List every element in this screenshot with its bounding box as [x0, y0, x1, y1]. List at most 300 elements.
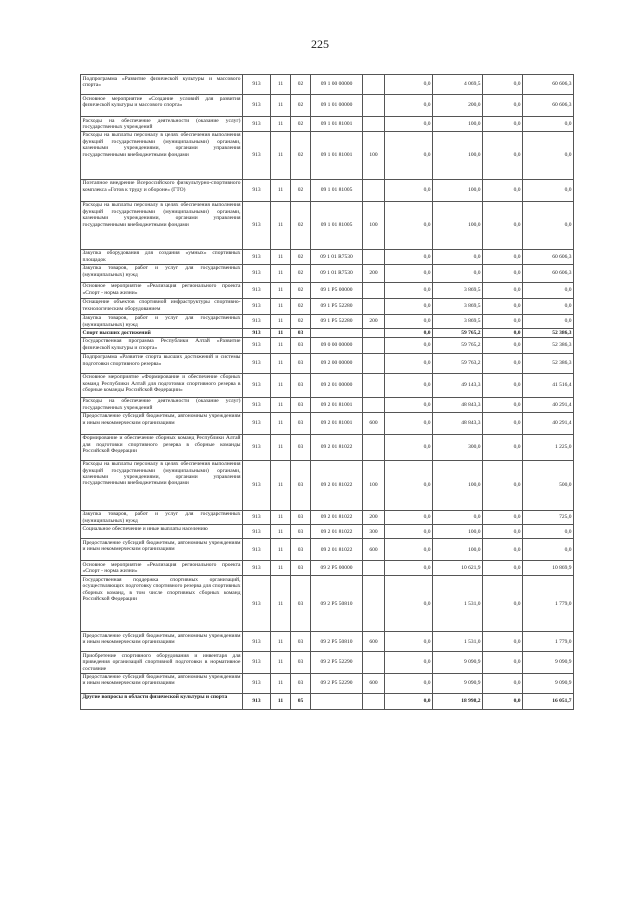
- expense-type: [363, 329, 385, 337]
- target-article: 09 1 01 81005: [311, 201, 363, 249]
- section-code: 11: [271, 264, 291, 282]
- value-col-4: 16 051,7: [523, 693, 574, 709]
- target-article: 09 1 P5 00000: [311, 282, 363, 298]
- value-col-1: 0,0: [385, 539, 433, 561]
- value-col-4: 0,0: [523, 179, 574, 201]
- expense-type: 300: [363, 525, 385, 539]
- value-col-4: 0,0: [523, 314, 574, 329]
- value-col-4: 40 291,4: [523, 412, 574, 434]
- expense-type: [363, 179, 385, 201]
- expense-type: [363, 693, 385, 709]
- subsection-code: 03: [291, 561, 311, 576]
- ministry-code: 913: [243, 337, 271, 353]
- value-col-4: 60 606,3: [523, 75, 574, 95]
- value-col-4: 0,0: [523, 525, 574, 539]
- value-col-4: 0,0: [523, 282, 574, 298]
- row-name: Предоставление субсидий бюджетным, автономным учреждениям и иным некоммерческим организациям: [81, 673, 243, 693]
- section-code: 11: [271, 314, 291, 329]
- row-name: Закупка товаров, работ и услуг для государственных (муниципальных) нужд: [82, 315, 241, 328]
- value-col-3: 0,0: [483, 264, 523, 282]
- value-col-1: 0,0: [385, 673, 433, 693]
- expense-type: 100: [363, 460, 385, 510]
- row-name: Расходы на обеспечение деятельности (оказание услуг) государственных учреждений: [82, 117, 241, 130]
- table-row: [81, 460, 574, 510]
- ministry-code: 913: [243, 329, 271, 337]
- value-col-3: 0,0: [483, 460, 523, 510]
- subsection-code: 03: [291, 337, 311, 353]
- expense-type: 600: [363, 632, 385, 652]
- table-row: [81, 412, 574, 434]
- section-code: 11: [271, 373, 291, 397]
- subsection-code: 03: [291, 329, 311, 337]
- target-article: 09 2 01 81022: [311, 434, 363, 460]
- value-col-1: 0,0: [385, 576, 433, 632]
- row-name: Предоставление субсидий бюджетным, автономным учреждениям и иным некоммерческим организациям: [81, 539, 243, 561]
- section-code: 11: [271, 282, 291, 298]
- value-col-1: 0,0: [385, 397, 433, 412]
- ministry-code: 913: [243, 652, 271, 673]
- table-row: [81, 693, 574, 709]
- subsection-code: 02: [291, 282, 311, 298]
- target-article: 09 2 01 81001: [311, 412, 363, 434]
- ministry-code: 913: [243, 298, 271, 314]
- expense-type: [363, 353, 385, 373]
- section-code: 11: [271, 179, 291, 201]
- value-col-4: 60 606,3: [523, 95, 574, 117]
- ministry-code: 913: [243, 95, 271, 117]
- row-name: Спорт высших достижений: [81, 329, 243, 337]
- value-col-3: 0,0: [483, 576, 523, 632]
- section-code: 11: [271, 693, 291, 709]
- value-col-4: 60 606,3: [523, 249, 574, 264]
- value-col-2: 3 869,5: [433, 298, 483, 314]
- value-col-3: 0,0: [483, 75, 523, 95]
- table-row: [81, 337, 574, 353]
- value-col-2: 300,0: [433, 434, 483, 460]
- value-col-1: 0,0: [385, 282, 433, 298]
- subsection-code: 02: [291, 131, 311, 179]
- section-code: 11: [271, 131, 291, 179]
- value-col-1: 0,0: [385, 201, 433, 249]
- value-col-3: 0,0: [483, 434, 523, 460]
- value-col-3: 0,0: [483, 337, 523, 353]
- value-col-3: 0,0: [483, 373, 523, 397]
- value-col-4: 40 291,4: [523, 397, 574, 412]
- table-row: [81, 539, 574, 561]
- row-name: Государственная поддержка спортивных организаций, осуществляющих подготовку спортивного резерва для спортивных сборных команд, в том числе спортивных сборных команд Российской Федерации: [81, 576, 243, 632]
- section-code: 11: [271, 397, 291, 412]
- value-col-1: 0,0: [385, 179, 433, 201]
- row-name: Основное мероприятие «Реализация регионального проекта «Спорт - норма жизни»: [82, 561, 241, 575]
- budget-table: [80, 74, 574, 710]
- subsection-code: 02: [291, 75, 311, 95]
- row-name: Расходы на выплаты персоналу в целях обеспечения выполнения функций государственными (муниципальными) органами, казенными учреждениями, органами управления государственными внебюджетными фондами: [81, 460, 243, 510]
- subsection-code: 02: [291, 95, 311, 117]
- table-row: [81, 397, 574, 412]
- value-col-3: 0,0: [483, 117, 523, 132]
- section-code: 11: [271, 201, 291, 249]
- ministry-code: 913: [243, 117, 271, 132]
- ministry-code: 913: [243, 693, 271, 709]
- value-col-3: 0,0: [483, 561, 523, 576]
- expense-type: [363, 652, 385, 673]
- expense-type: 200: [363, 314, 385, 329]
- table-row: [81, 282, 574, 298]
- row-name: Формирование и обеспечение сборных команд Республики Алтай для подготовки спортивного резерва в сборные команды Российской Федерации: [81, 434, 243, 460]
- target-article: 09 1 P5 52280: [311, 298, 363, 314]
- subsection-code: 02: [291, 201, 311, 249]
- ministry-code: 913: [243, 314, 271, 329]
- value-col-2: 9 090,9: [433, 652, 483, 673]
- value-col-1: 0,0: [385, 510, 433, 525]
- ministry-code: 913: [243, 373, 271, 397]
- row-name: Поэтапное внедрение Всероссийского физкультурно-спортивного комплекса «Готов к труду и обороне» (ГТО): [81, 179, 243, 201]
- row-name: Подпрограмма «Развитие физической культуры и массового спорта»: [81, 75, 243, 95]
- table-row: [81, 373, 574, 397]
- target-article: 09 2 01 81001: [311, 397, 363, 412]
- subsection-code: 05: [291, 693, 311, 709]
- subsection-code: 02: [291, 264, 311, 282]
- section-code: 11: [271, 249, 291, 264]
- value-col-2: 4 069,5: [433, 75, 483, 95]
- table-row: [81, 131, 574, 179]
- expense-type: 200: [363, 264, 385, 282]
- expense-type: 100: [363, 201, 385, 249]
- target-article: [311, 329, 363, 337]
- expense-type: 200: [363, 510, 385, 525]
- table-row: [81, 510, 574, 525]
- subsection-code: 03: [291, 397, 311, 412]
- expense-type: [363, 561, 385, 576]
- subsection-code: 03: [291, 434, 311, 460]
- ministry-code: 913: [243, 397, 271, 412]
- table-row: [81, 95, 574, 117]
- table-row: [81, 652, 574, 673]
- value-col-4: 10 869,9: [523, 561, 574, 576]
- value-col-3: 0,0: [483, 249, 523, 264]
- target-article: 09 1 01 81001: [311, 131, 363, 179]
- subsection-code: 03: [291, 373, 311, 397]
- value-col-2: 49 143,3: [433, 373, 483, 397]
- value-col-4: 0,0: [523, 117, 574, 132]
- value-col-2: 0,0: [433, 510, 483, 525]
- ministry-code: 913: [243, 510, 271, 525]
- section-code: 11: [271, 117, 291, 132]
- subsection-code: 02: [291, 298, 311, 314]
- value-col-4: 725,0: [523, 510, 574, 525]
- target-article: 09 2 01 00000: [311, 373, 363, 397]
- value-col-1: 0,0: [385, 561, 433, 576]
- table-row: [81, 353, 574, 373]
- expense-type: 600: [363, 673, 385, 693]
- target-article: 09 2 P5 00000: [311, 561, 363, 576]
- value-col-1: 0,0: [385, 117, 433, 132]
- table-row: [81, 249, 574, 264]
- subsection-code: 02: [291, 117, 311, 132]
- row-name: Расходы на выплаты персоналу в целях обеспечения выполнения функций государственными (муниципальными) органами, казенными учреждениями, органами управления государственными внебюджетными фондами: [81, 131, 243, 179]
- value-col-3: 0,0: [483, 673, 523, 693]
- subsection-code: 03: [291, 652, 311, 673]
- value-col-3: 0,0: [483, 314, 523, 329]
- row-name: Закупка оборудования для создания «умных» спортивных площадок: [82, 250, 241, 263]
- value-col-4: 1 225,0: [523, 434, 574, 460]
- value-col-4: 52 386,3: [523, 329, 574, 337]
- value-col-1: 0,0: [385, 652, 433, 673]
- section-code: 11: [271, 652, 291, 673]
- subsection-code: 02: [291, 179, 311, 201]
- value-col-2: 3 869,5: [433, 314, 483, 329]
- target-article: 09 1 01 00000: [311, 95, 363, 117]
- target-article: 09 2 01 81022: [311, 510, 363, 525]
- row-name: Государственная программа Республики Алтай «Развитие физической культуры и спорта»: [81, 337, 243, 353]
- value-col-1: 0,0: [385, 95, 433, 117]
- expense-type: [363, 373, 385, 397]
- ministry-code: 913: [243, 525, 271, 539]
- value-col-2: 0,0: [433, 249, 483, 264]
- row-name: Основное мероприятие «Создание условий для развития физической культуры и массового спорта»: [81, 95, 243, 117]
- ministry-code: 913: [243, 576, 271, 632]
- ministry-code: 913: [243, 264, 271, 282]
- value-col-2: 0,0: [433, 264, 483, 282]
- subsection-code: 03: [291, 632, 311, 652]
- expense-type: [363, 117, 385, 132]
- expense-type: [363, 75, 385, 95]
- value-col-1: 0,0: [385, 337, 433, 353]
- value-col-2: 200,0: [433, 95, 483, 117]
- target-article: 09 2 P5 52290: [311, 673, 363, 693]
- table-row: [81, 298, 574, 314]
- value-col-2: 1 531,0: [433, 632, 483, 652]
- section-code: 11: [271, 353, 291, 373]
- ministry-code: 913: [243, 632, 271, 652]
- expense-type: [363, 397, 385, 412]
- ministry-code: 913: [243, 249, 271, 264]
- value-col-3: 0,0: [483, 652, 523, 673]
- target-article: 09 2 00 00000: [311, 353, 363, 373]
- value-col-2: 100,0: [433, 525, 483, 539]
- table-row: [81, 561, 574, 576]
- value-col-4: 1 779,0: [523, 632, 574, 652]
- section-code: 11: [271, 539, 291, 561]
- value-col-2: 10 621,9: [433, 561, 483, 576]
- section-code: 11: [271, 576, 291, 632]
- value-col-3: 0,0: [483, 525, 523, 539]
- subsection-code: 03: [291, 525, 311, 539]
- value-col-3: 0,0: [483, 201, 523, 249]
- ministry-code: 913: [243, 353, 271, 373]
- value-col-2: 100,0: [433, 131, 483, 179]
- section-code: 11: [271, 673, 291, 693]
- ministry-code: 913: [243, 434, 271, 460]
- value-col-2: 18 998,2: [433, 693, 483, 709]
- table-row: [81, 329, 574, 337]
- value-col-4: 1 779,0: [523, 576, 574, 632]
- subsection-code: 03: [291, 412, 311, 434]
- page-number: 225: [311, 37, 329, 51]
- expense-type: [363, 298, 385, 314]
- target-article: 09 2 P5 50810: [311, 632, 363, 652]
- section-code: 11: [271, 510, 291, 525]
- value-col-3: 0,0: [483, 353, 523, 373]
- value-col-4: 9 090,9: [523, 673, 574, 693]
- ministry-code: 913: [243, 282, 271, 298]
- value-col-1: 0,0: [385, 693, 433, 709]
- value-col-3: 0,0: [483, 329, 523, 337]
- value-col-2: 59 763,2: [433, 353, 483, 373]
- target-article: 09 2 01 81022: [311, 539, 363, 561]
- target-article: 09 1 01 R7530: [311, 249, 363, 264]
- value-col-3: 0,0: [483, 298, 523, 314]
- target-article: 09 1 00 00000: [311, 75, 363, 95]
- value-col-1: 0,0: [385, 434, 433, 460]
- value-col-1: 0,0: [385, 249, 433, 264]
- row-name: Закупка товаров, работ и услуг для государственных (муниципальных) нужд: [82, 511, 241, 524]
- value-col-4: 60 606,3: [523, 264, 574, 282]
- value-col-4: 0,0: [523, 201, 574, 249]
- expense-type: [363, 337, 385, 353]
- value-col-4: 500,0: [523, 460, 574, 510]
- value-col-2: 100,0: [433, 460, 483, 510]
- ministry-code: 913: [243, 561, 271, 576]
- target-article: 09 2 01 81022: [311, 525, 363, 539]
- value-col-1: 0,0: [385, 525, 433, 539]
- row-name: Предоставление субсидий бюджетным, автономным учреждениям и иным некоммерческим организациям: [81, 412, 243, 434]
- ministry-code: 913: [243, 412, 271, 434]
- value-col-4: 0,0: [523, 298, 574, 314]
- row-name: Другие вопросы в области физической культуры и спорта: [81, 693, 243, 709]
- ministry-code: 913: [243, 673, 271, 693]
- ministry-code: 913: [243, 539, 271, 561]
- table-row: [81, 525, 574, 539]
- value-col-4: 9 090,9: [523, 652, 574, 673]
- value-col-4: 0,0: [523, 539, 574, 561]
- value-col-2: 9 090,9: [433, 673, 483, 693]
- ministry-code: 913: [243, 179, 271, 201]
- target-article: 09 1 01 81005: [311, 179, 363, 201]
- table-row: [81, 264, 574, 282]
- value-col-2: 100,0: [433, 539, 483, 561]
- section-code: 11: [271, 412, 291, 434]
- expense-type: [363, 95, 385, 117]
- value-col-1: 0,0: [385, 298, 433, 314]
- row-name: Подпрограмма «Развитие спорта высших достижений и системы подготовки спортивного резерва»: [81, 353, 243, 373]
- value-col-1: 0,0: [385, 373, 433, 397]
- expense-type: 100: [363, 131, 385, 179]
- table-row: [81, 314, 574, 329]
- subsection-code: 03: [291, 460, 311, 510]
- expense-type: [363, 434, 385, 460]
- row-name: Расходы на обеспечение деятельности (оказание услуг) государственных учреждений: [82, 398, 241, 411]
- value-col-2: 3 869,5: [433, 282, 483, 298]
- section-code: 11: [271, 632, 291, 652]
- value-col-3: 0,0: [483, 179, 523, 201]
- value-col-2: 59 765,2: [433, 329, 483, 337]
- target-article: 09 1 01 81001: [311, 117, 363, 132]
- ministry-code: 913: [243, 75, 271, 95]
- section-code: 11: [271, 434, 291, 460]
- value-col-4: 52 386,3: [523, 353, 574, 373]
- value-col-3: 0,0: [483, 282, 523, 298]
- target-article: [311, 693, 363, 709]
- section-code: 11: [271, 95, 291, 117]
- table-row: [81, 434, 574, 460]
- value-col-4: 41 516,4: [523, 373, 574, 397]
- section-code: 11: [271, 561, 291, 576]
- value-col-1: 0,0: [385, 632, 433, 652]
- table-row: [81, 75, 574, 95]
- expense-type: [363, 249, 385, 264]
- value-col-4: 52 386,3: [523, 337, 574, 353]
- target-article: 09 2 P5 52290: [311, 652, 363, 673]
- subsection-code: 03: [291, 510, 311, 525]
- expense-type: [363, 282, 385, 298]
- value-col-3: 0,0: [483, 632, 523, 652]
- subsection-code: 02: [291, 314, 311, 329]
- value-col-2: 100,0: [433, 179, 483, 201]
- row-name: Оснащение объектов спортивной инфраструктуры спортивно-технологическим оборудованием: [81, 298, 243, 314]
- expense-type: 600: [363, 539, 385, 561]
- section-code: 11: [271, 298, 291, 314]
- value-col-1: 0,0: [385, 131, 433, 179]
- subsection-code: 03: [291, 673, 311, 693]
- table-row: [81, 117, 574, 132]
- section-code: 11: [271, 337, 291, 353]
- target-article: 09 1 01 R7530: [311, 264, 363, 282]
- value-col-3: 0,0: [483, 131, 523, 179]
- expense-type: [363, 576, 385, 632]
- value-col-1: 0,0: [385, 353, 433, 373]
- row-name: Основное мероприятие «Формирование и обеспечение сборных команд Республики Алтай для подготовки спортивного резерва в сборные команды Российской Федерации»: [81, 373, 243, 397]
- value-col-2: 100,0: [433, 117, 483, 132]
- subsection-code: 03: [291, 576, 311, 632]
- row-name: Социальное обеспечение и иные выплаты населению: [81, 525, 243, 539]
- value-col-3: 0,0: [483, 412, 523, 434]
- row-name: Предоставление субсидий бюджетным, автономным учреждениям и иным некоммерческим организациям: [81, 632, 243, 652]
- target-article: 09 1 P5 52280: [311, 314, 363, 329]
- value-col-2: 100,0: [433, 201, 483, 249]
- section-code: 11: [271, 525, 291, 539]
- subsection-code: 02: [291, 249, 311, 264]
- value-col-2: 48 843,3: [433, 412, 483, 434]
- table-row: [81, 179, 574, 201]
- value-col-3: 0,0: [483, 510, 523, 525]
- value-col-1: 0,0: [385, 412, 433, 434]
- value-col-3: 0,0: [483, 693, 523, 709]
- value-col-2: 48 843,3: [433, 397, 483, 412]
- ministry-code: 913: [243, 131, 271, 179]
- value-col-2: 1 531,0: [433, 576, 483, 632]
- value-col-1: 0,0: [385, 329, 433, 337]
- subsection-code: 03: [291, 539, 311, 561]
- table-row: [81, 201, 574, 249]
- ministry-code: 913: [243, 460, 271, 510]
- target-article: 09 2 P5 50810: [311, 576, 363, 632]
- value-col-3: 0,0: [483, 95, 523, 117]
- row-name: Основное мероприятие «Реализация регионального проекта «Спорт - норма жизни»: [81, 282, 243, 298]
- table-row: [81, 632, 574, 652]
- row-name: Закупка товаров, работ и услуг для государственных (муниципальных) нужд: [81, 264, 243, 282]
- table-row: [81, 576, 574, 632]
- target-article: 09 2 01 81022: [311, 460, 363, 510]
- section-code: 11: [271, 75, 291, 95]
- value-col-3: 0,0: [483, 539, 523, 561]
- ministry-code: 913: [243, 201, 271, 249]
- value-col-1: 0,0: [385, 264, 433, 282]
- table-row: [81, 673, 574, 693]
- value-col-4: 0,0: [523, 131, 574, 179]
- expense-type: 600: [363, 412, 385, 434]
- subsection-code: 03: [291, 353, 311, 373]
